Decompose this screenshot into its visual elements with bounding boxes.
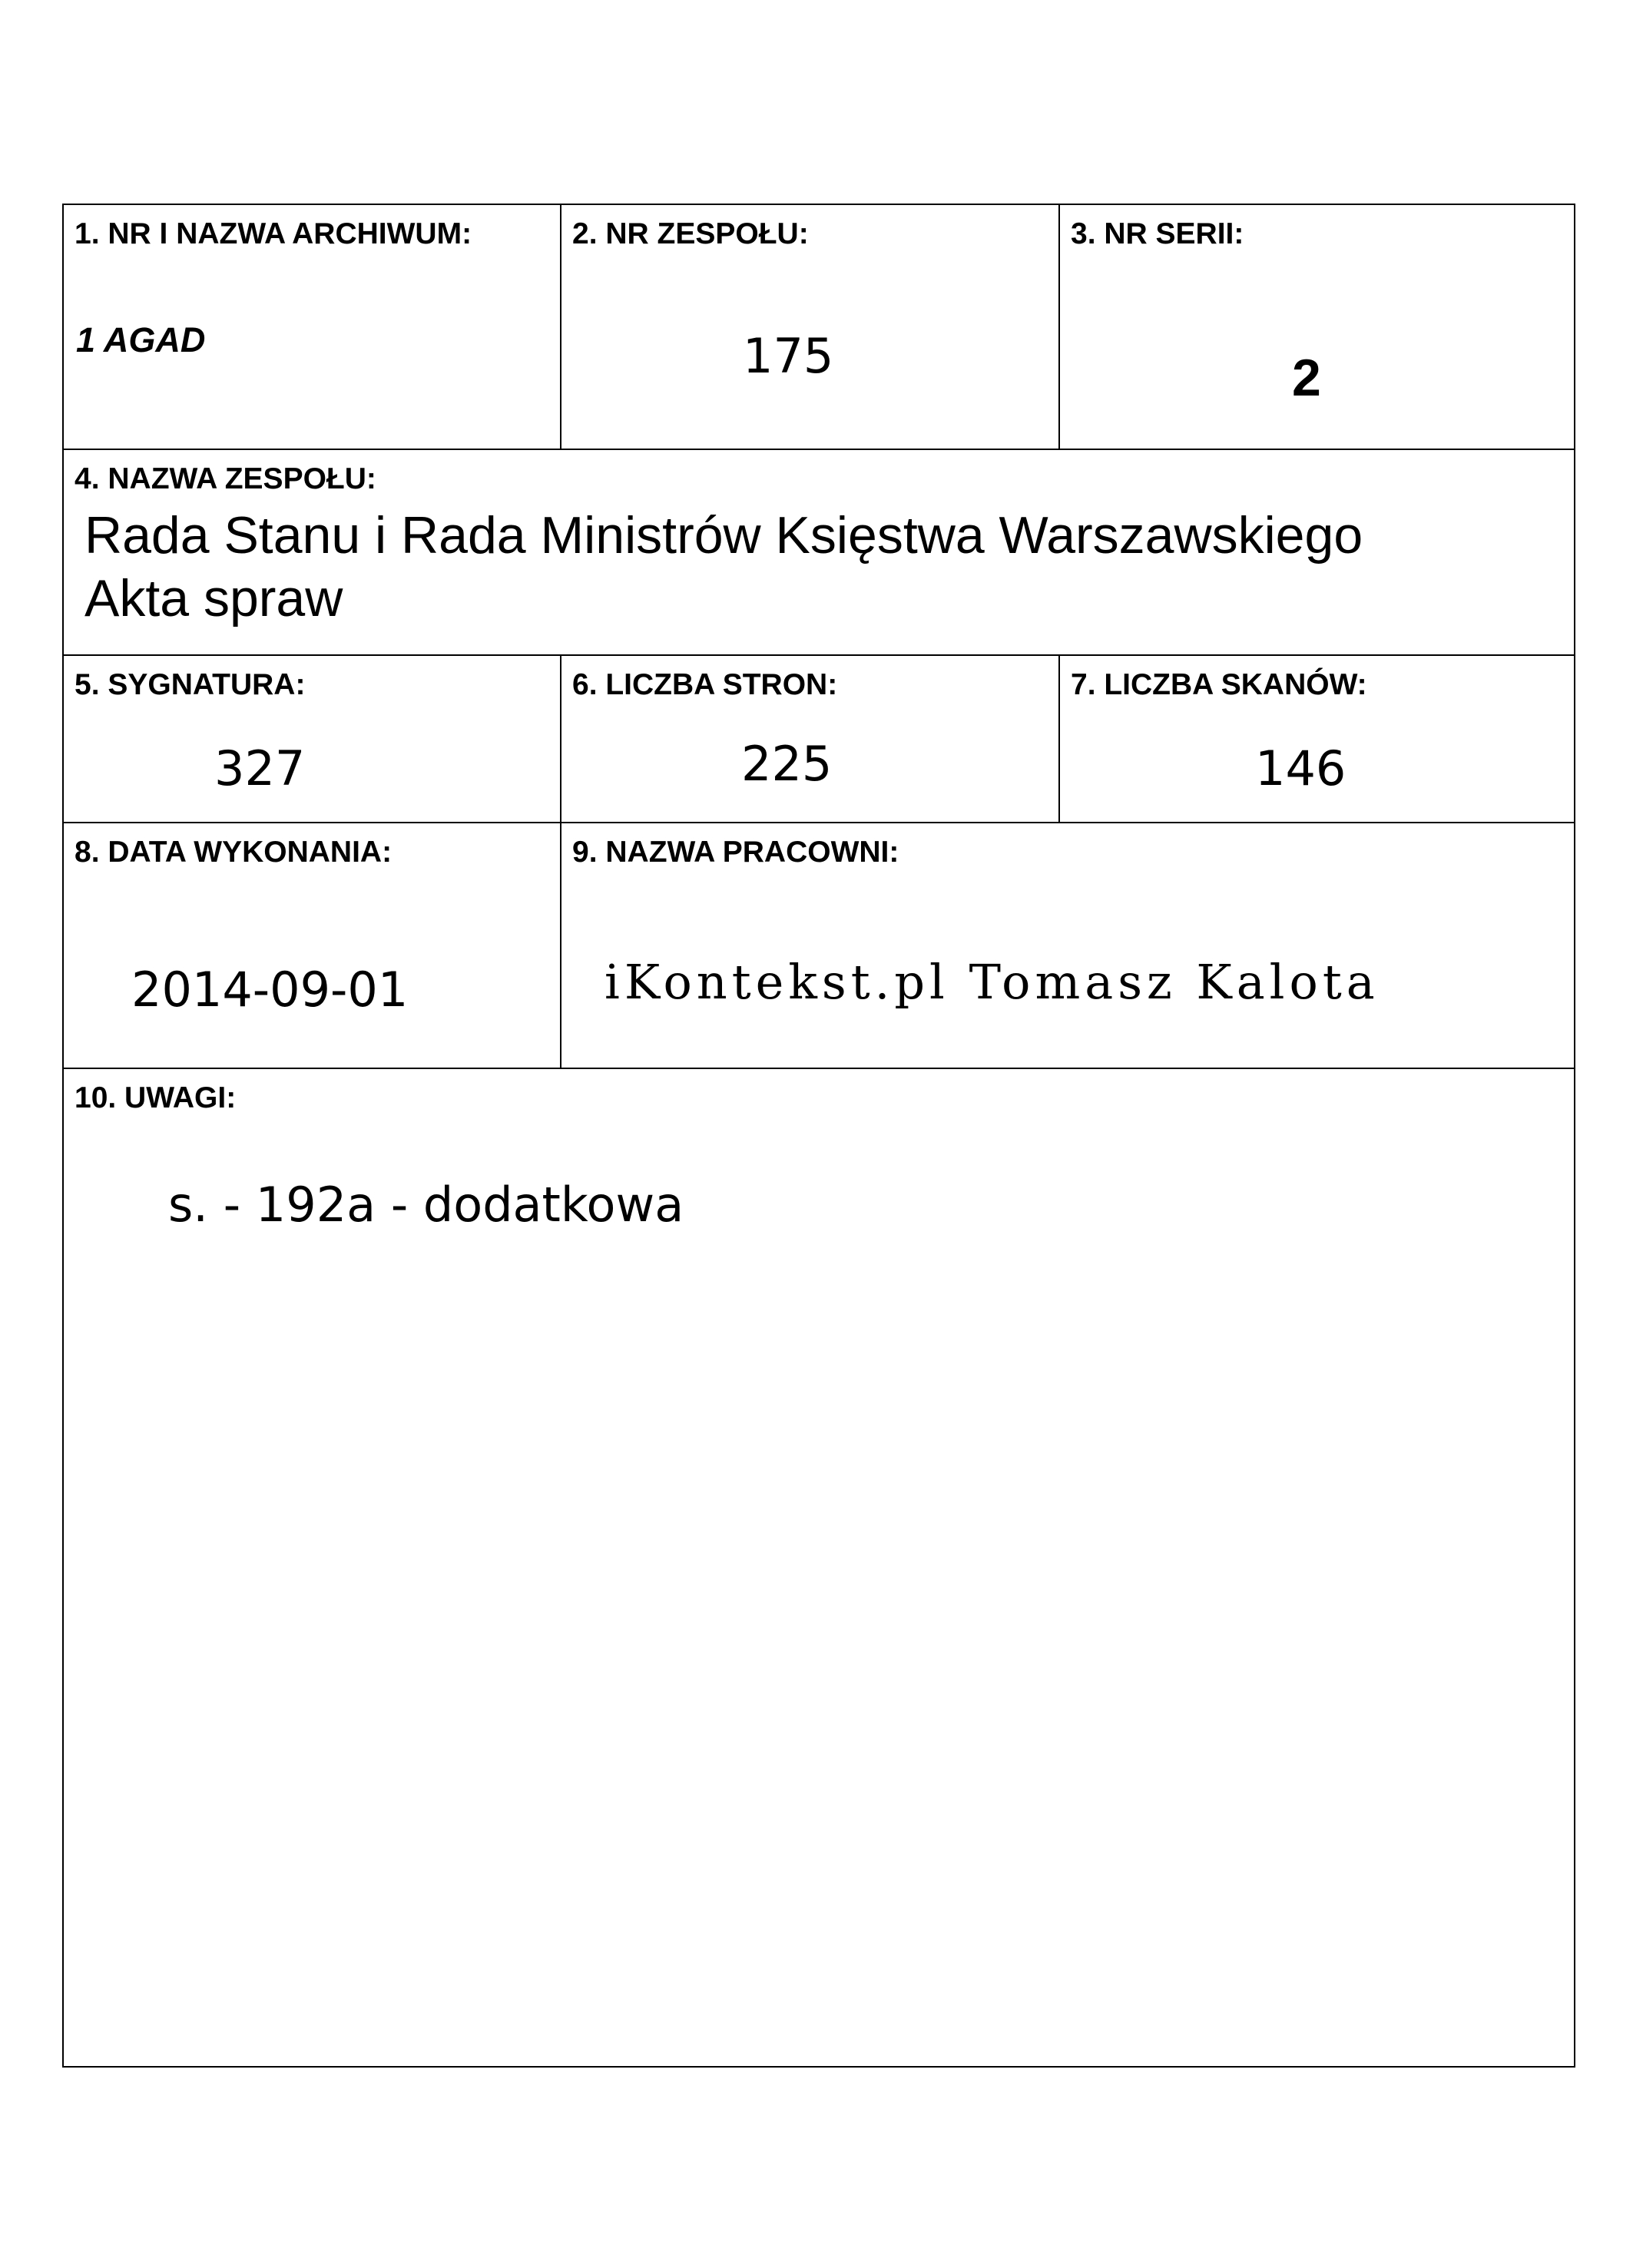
row-date-workshop — [64, 823, 1574, 1069]
archive-value: 1 AGAD — [76, 320, 206, 359]
remarks-label: 10. UWAGI: — [75, 1081, 237, 1114]
workshop-value: iKontekst.pl Tomasz Kalota — [605, 954, 1380, 1010]
row-fonds-name — [64, 450, 1574, 656]
series-number-label: 3. NR SERII: — [1071, 217, 1244, 250]
row-signature-pages-scans — [64, 656, 1574, 823]
cell-page-count — [560, 656, 1058, 822]
workshop-label: 9. NAZWA PRACOWNI: — [572, 836, 899, 869]
cell-archive — [64, 205, 560, 449]
page-count-value: 225 — [741, 736, 833, 792]
scan-count-label: 7. LICZBA SKANÓW: — [1071, 668, 1367, 701]
cell-series-number — [1058, 205, 1575, 449]
fonds-name-label: 4. NAZWA ZESPOŁU: — [75, 462, 376, 495]
cell-remarks — [64, 1069, 1574, 2066]
date-label: 8. DATA WYKONANIA: — [75, 836, 393, 869]
signature-label: 5. SYGNATURA: — [75, 668, 306, 701]
fonds-name-line2: Akta spraw — [84, 569, 343, 627]
row-archive-fonds-series — [64, 205, 1574, 450]
series-number-value: 2 — [1292, 349, 1321, 407]
fonds-number-value: 175 — [743, 328, 834, 384]
row-remarks — [64, 1069, 1574, 2066]
page-count-label: 6. LICZBA STRON: — [572, 668, 838, 701]
remarks-value: s. - 192a - dodatkowa — [168, 1177, 684, 1233]
cell-fonds-name — [64, 450, 1574, 654]
cell-date — [64, 823, 560, 1068]
cell-signature — [64, 656, 560, 822]
fonds-number-label: 2. NR ZESPOŁU: — [572, 217, 809, 250]
cell-workshop — [560, 823, 1575, 1068]
archive-label: 1. NR I NAZWA ARCHIWUM: — [75, 217, 472, 250]
signature-value: 327 — [214, 740, 306, 796]
fonds-name-line1: Rada Stanu i Rada Ministrów Księstwa Warszawskiego — [84, 506, 1363, 565]
scan-count-value: 146 — [1255, 740, 1346, 796]
cell-scan-count — [1058, 656, 1575, 822]
date-value: 2014-09-01 — [131, 962, 409, 1018]
archive-metric-form — [62, 204, 1575, 2068]
cell-fonds-number — [560, 205, 1058, 449]
